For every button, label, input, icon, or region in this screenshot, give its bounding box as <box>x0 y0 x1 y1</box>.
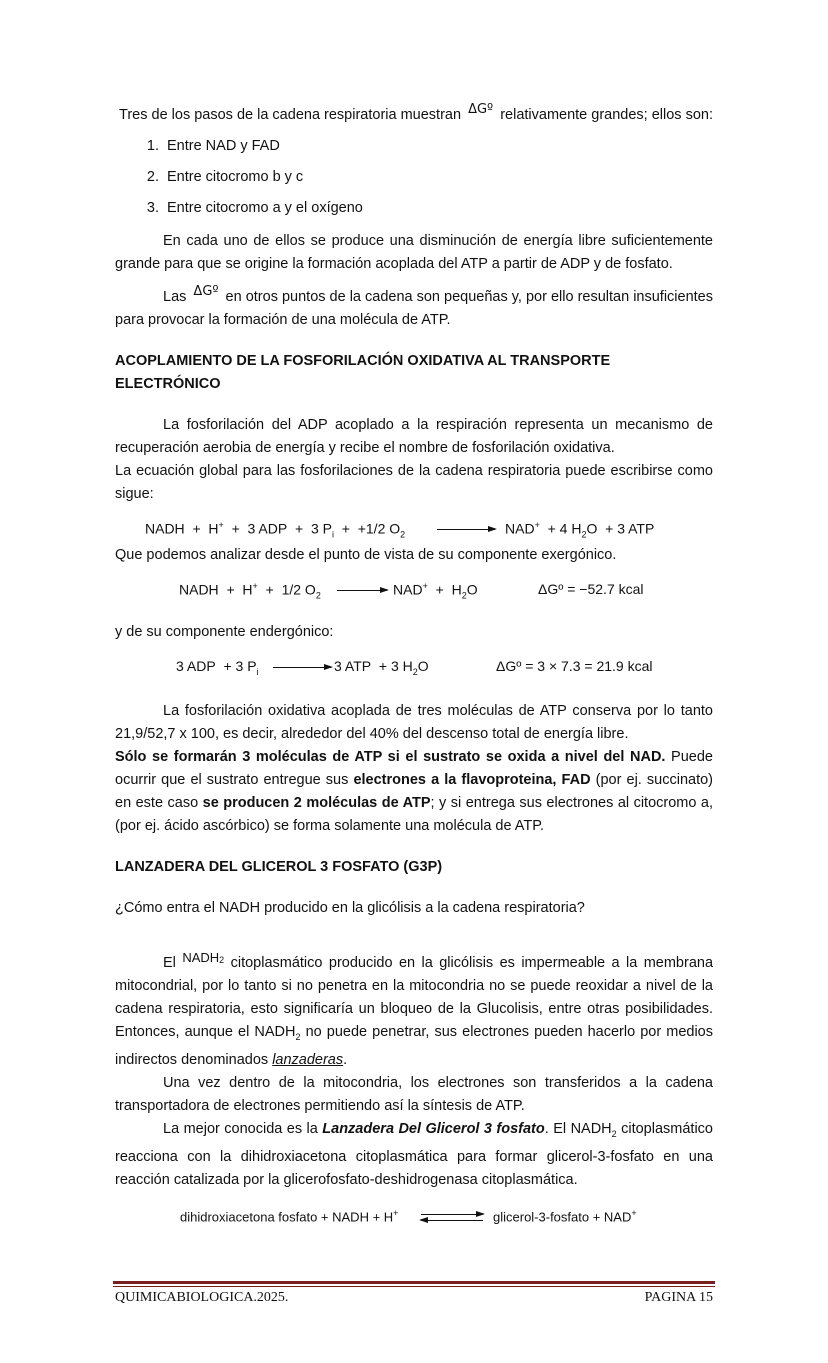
reaction-arrow <box>437 529 495 530</box>
delta-g-symbol: ΔGº <box>468 102 494 117</box>
footer-rule <box>113 1281 715 1284</box>
intro-paragraph: Tres de los pasos de la cadena respiratoria muestran ΔGº relativamente grandes; ellos son: <box>119 102 713 123</box>
footer-rule-thin <box>113 1286 715 1287</box>
paragraph-ecuacion: La ecuación global para las fosforilaciones de la cadena respiratoria puede escribirse como sigue: <box>115 463 713 502</box>
paragraph-conserva: La fosforilación oxidativa acoplada de tres moléculas de ATP conserva por lo tanto 21,9/52,7 x 100, es decir, alrededor del 40% del descenso total de energía libre. <box>115 703 713 742</box>
equation-endergonic: 3 ADP + 3 $P_i$ 3 ATP + 3 $H_2O$ ΔGº = 3 × 7.3 = 21.9 kcal <box>176 658 653 677</box>
equation-g3p: dihidroxiacetona fosfato + NADH + H+ glicerol-3-fosfato + NAD+ <box>180 1207 637 1225</box>
reaction-arrow <box>337 590 387 591</box>
question-text: ¿Cómo entra el NADH producido en la glicólisis a la cadena respiratoria? <box>115 900 585 916</box>
section-heading-lanzadera: LANZADERA DEL GLICEROL 3 FOSFATO (G3P) <box>115 859 443 875</box>
paragraph-nadh: El $NADH_2$ citoplasmático producido en la glicólisis es impermeable a la membrana mitocondrial, por lo tanto si no penetra en la mitocondria no se puede reoxidar a nivel de la cadena respiratoria, esto significaría un bloqueo de la Glucolisis, entre otras posibilidades. Entonces, aunque el $NADH_2$ no puede penetrar, sus electrones pueden hacerlo por medios indirectos denominados lanzaderas. <box>115 950 714 1068</box>
paragraph-una-vez: Una vez dentro de la mitocondria, los electrones son transferidos a la cadena transportadora de electrones permitiendo así la síntesis de ATP. <box>115 1074 713 1114</box>
reaction-arrow <box>273 667 331 668</box>
page-number: PAGINA 15 <box>644 1290 713 1305</box>
paragraph-fosforilacion: La fosforilación del ADP acoplado a la respiración representa un mecanismo de recuperación aerobia de energía y recibe el nombre de fosforilación oxidativa. <box>115 417 713 456</box>
reverse-arrow <box>421 1220 483 1221</box>
list-item: 3. Entre citocromo a y el oxígeno <box>163 197 713 220</box>
lanzaderas-term: lanzaderas <box>272 1051 344 1068</box>
paragraph-exergonico: Que podemos analizar desde el punto de vista de su componente exergónico. <box>115 547 617 563</box>
page-content <box>115 98 713 1232</box>
paragraph-las: Las ΔGº en otros puntos de la cadena son pequeñas y, por ello resultan insuficientes para provocar la formación de una molécula de ATP. <box>115 284 713 328</box>
list-item: 1. Entre NAD y FAD <box>163 135 713 158</box>
paragraph-mejor: La mejor conocida es la Lanzadera Del Glicerol 3 fosfato. El $NADH_2$ citoplasmático reacciona con la dihidroxiacetona citoplasmática para formar glicerol-3-fosfato en una reacción catalizada por la glicerofosfato-deshidrogenasa citoplasmática. <box>115 1120 713 1188</box>
equation-exergonic: NADH + H+ + 1/2 $O_2$ $NAD^+ + H_2O$ ΔGº = −52.7 kcal <box>179 581 644 601</box>
equation-global: NADH + H+ + 3 ADP + 3 $P_i + +1/2$ $O_2$ NAD+ + 4 $H_2O + 3$ ATP <box>145 520 655 540</box>
delta-g-endergonic: ΔGº = 3 × 7.3 = 21.9 kcal <box>496 658 653 674</box>
list-item: 2. Entre citocromo b y c <box>163 166 713 189</box>
delta-g-symbol: ΔGº <box>193 284 219 299</box>
delta-g-exergonic: ΔGº = −52.7 kcal <box>538 581 644 597</box>
forward-arrow <box>421 1214 483 1215</box>
footer-left-text: QUIMICABIOLOGICA.2025. <box>115 1290 289 1305</box>
paragraph-cada: En cada uno de ellos se produce una disminución de energía libre suficientemente grande para que se origine la formación acoplada del ATP a partir de ADP y de fosfato. <box>115 233 713 272</box>
paragraph-endergonico: y de su componente endergónico: <box>115 624 334 640</box>
section-heading-acoplamiento: ACOPLAMIENTO DE LA FOSFORILACIÓN OXIDATIVA AL TRANSPORTE ELECTRÓNICO <box>115 353 611 392</box>
steps-list <box>115 135 713 220</box>
paragraph-solo: Sólo se formarán 3 moléculas de ATP si el sustrato se oxida a nivel del NAD. Puede ocurrir que el sustrato entregue sus electrones a la flavoproteina, FAD (por ej. succinato) en este caso se producen 2 moléculas de ATP; y si entrega sus electrones al citocromo a, (por ej. ácido ascórbico) se forma solamente una molécula de ATP. <box>115 749 714 834</box>
